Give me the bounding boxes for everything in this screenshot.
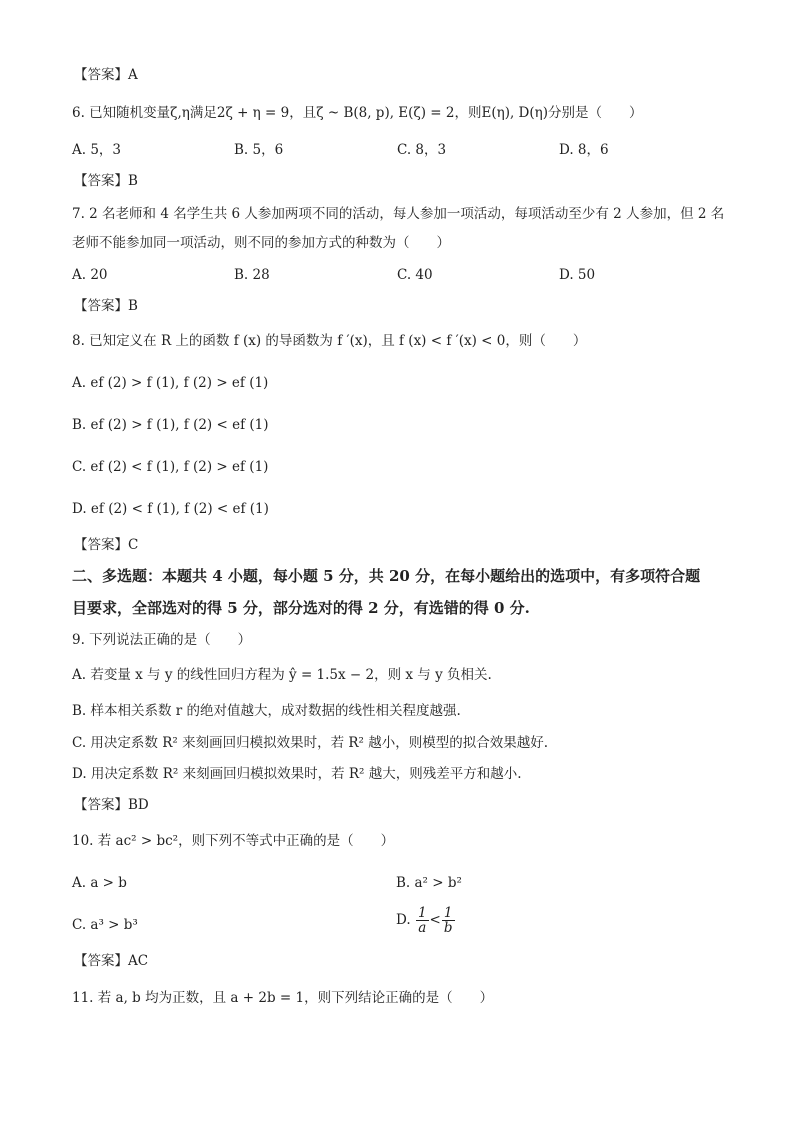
q8-option-b: B. ef (2) > f (1), f (2) < ef (1) xyxy=(72,417,269,433)
question-9-stem: 9. 下列说法正确的是（ ） xyxy=(72,632,252,648)
q10-option-c: C. a³ > b³ xyxy=(72,917,138,933)
answer-q9: 【答案】BD xyxy=(74,797,149,813)
q8-option-d: D. ef (2) < f (1), f (2) < ef (1) xyxy=(72,501,269,517)
q10-option-d-label: D. xyxy=(396,912,411,928)
fraction-numerator: 1 xyxy=(417,905,427,921)
answer-q7: 【答案】B xyxy=(74,298,138,314)
q6-option-c: C. 8，3 xyxy=(397,142,447,158)
q9-option-b: B. 样本相关系数 r 的绝对值越大，成对数据的线性相关程度越强. xyxy=(72,703,461,719)
section2-heading-line2: 目要求，全部选对的得 5 分，部分选对的得 2 分，有选错的得 0 分. xyxy=(72,599,530,617)
q9-option-a: A. 若变量 x 与 y 的线性回归方程为 ŷ = 1.5x − 2，则 x 与 y 负相关. xyxy=(72,667,492,683)
q10-option-a: A. a > b xyxy=(72,875,127,891)
question-10-stem: 10. 若 ac² > bc²，则下列不等式中正确的是（ ） xyxy=(72,833,395,849)
q7-option-c: C. 40 xyxy=(397,267,433,283)
q8-option-c: C. ef (2) < f (1), f (2) > ef (1) xyxy=(72,459,269,475)
fraction-denominator: a xyxy=(418,920,427,936)
less-than-sign: < xyxy=(429,912,441,928)
question-7-stem-line2: 老师不能参加同一项活动，则不同的参加方式的种数为（ ） xyxy=(72,235,450,251)
fraction-1-over-b xyxy=(442,906,455,935)
q8-option-a: A. ef (2) > f (1), f (2) > ef (1) xyxy=(72,375,269,391)
q10-option-b: B. a² > b² xyxy=(396,875,462,891)
fraction-numerator: 1 xyxy=(442,906,455,921)
answer-q8: 【答案】C xyxy=(74,537,139,553)
fraction-1-over-a xyxy=(416,906,429,935)
answer-q6: 【答案】B xyxy=(74,173,138,189)
section2-heading-line1: 二、多选题：本题共 4 小题，每小题 5 分，共 20 分，在每小题给出的选项中，有多项符合题 xyxy=(72,567,701,585)
question-7-stem-line1: 7. 2 名老师和 4 名学生共 6 人参加两项不同的活动，每人参加一项活动，每项活动至少有 2 人参加，但 2 名 xyxy=(72,206,725,222)
question-8-stem: 8. 已知定义在 R 上的函数 f (x) 的导函数为 f ′(x)，且 f (x) < f ′(x) < 0，则（ ） xyxy=(72,333,587,349)
q7-option-d: D. 50 xyxy=(559,267,596,283)
q9-option-c: C. 用决定系数 R² 来刻画回归模拟效果时，若 R² 越小，则模型的拟合效果越好. xyxy=(72,735,549,751)
q6-option-a: A. 5，3 xyxy=(72,142,122,158)
fraction-denominator: b xyxy=(443,920,453,936)
question-11-stem: 11. 若 a, b 均为正数，且 a + 2b = 1，则下列结论正确的是（ ） xyxy=(72,990,494,1006)
q6-option-b: B. 5，6 xyxy=(234,142,284,158)
q10-option-d xyxy=(396,906,456,935)
q6-option-d: D. 8，6 xyxy=(559,142,609,158)
q7-option-a: A. 20 xyxy=(72,267,108,283)
q7-option-b: B. 28 xyxy=(234,267,270,283)
q9-option-d: D. 用决定系数 R² 来刻画回归模拟效果时，若 R² 越大，则残差平方和越小. xyxy=(72,766,522,782)
answer-q10: 【答案】AC xyxy=(74,953,149,969)
question-6-stem: 6. 已知随机变量ζ,η满足2ζ + η = 9，且ζ ~ B(8, p), E(ζ) = 2，则E(η), D(η)分别是（ ） xyxy=(72,105,643,121)
answer-q5: 【答案】A xyxy=(74,67,138,83)
